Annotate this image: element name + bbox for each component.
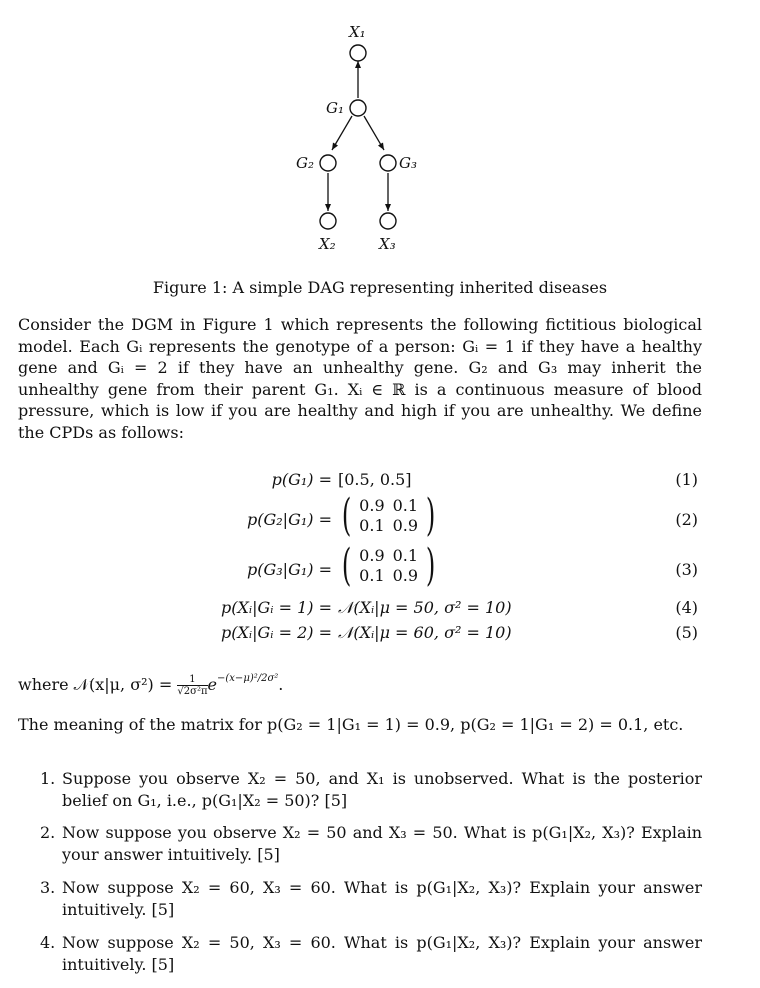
question-1-number: 1. — [40, 769, 56, 788]
dag-figure — [0, 0, 760, 260]
question-3 — [40, 877, 702, 921]
eq3-m21: 0.1 — [359, 566, 385, 585]
exp-power: −(x−μ)²/2σ² — [217, 673, 279, 684]
question-2-text: Now suppose you observe X₂ = 50 and X₃ = 50. What is p(G₁|X₂, X₃)? Explain your answer intuitively. [5] — [62, 823, 702, 864]
eq1-lhs: p(G₁) = — [271, 470, 332, 489]
intro-paragraph: Consider the DGM in Figure 1 which represents the following fictitious biological model. Each Gᵢ represents the genotype of a person: Gᵢ = 1 if they have a healthy gene and Gᵢ = 2 if they have an unhealthy gene. G₂ and G₃ may inherit the unhealthy gene from their parent G₁. Xᵢ ∈ ℝ is a continuous measure of blood pressure, which is low if you are healthy and high if you are unhealthy. We define the CPDs as follows: — [18, 315, 702, 442]
question-2-number: 2. — [40, 823, 56, 842]
edge-g1-g2 — [332, 116, 352, 150]
question-4-text: Now suppose X₂ = 50, X₃ = 60. What is p(G₁|X₂, X₃)? Explain your answer intuitively. [5] — [62, 933, 702, 974]
eq5-lhs: p(Xᵢ|Gᵢ = 2) = — [221, 623, 332, 642]
label-g2: G₂ — [296, 154, 314, 172]
eq2-lhs: p(G₂|G₁) = — [247, 510, 332, 529]
eq2-m11: 0.9 — [359, 496, 385, 515]
question-1-text: Suppose you observe X₂ = 50, and X₁ is unobserved. What is the posterior belief on G₁, i.e., p(G₁|X₂ = 50)? [5] — [62, 769, 702, 810]
eq2-matrix: ( 0.9 0.1 0.1 0.9 ) — [341, 490, 436, 541]
eq4-lhs: p(Xᵢ|Gᵢ = 1) = — [221, 598, 332, 617]
eq2-m22: 0.9 — [392, 516, 419, 535]
node-g3 — [380, 155, 396, 171]
node-g1 — [350, 100, 366, 116]
eq3-m11: 0.9 — [359, 546, 385, 565]
equation-1 — [0, 470, 760, 496]
where-end: . — [278, 675, 284, 694]
gaussian-definition — [18, 674, 283, 697]
equation-3 — [0, 540, 760, 592]
label-g1: G₁ — [326, 99, 344, 117]
eq5-number: (5) — [675, 623, 698, 642]
question-4-number: 4. — [40, 933, 56, 952]
question-2 — [40, 822, 702, 866]
equation-2 — [0, 490, 760, 542]
gaussian-fraction — [177, 674, 207, 697]
edge-g1-g3 — [364, 116, 384, 150]
label-x2: X₂ — [319, 235, 336, 253]
where-lead: where 𝒩(x|μ, σ²) = — [18, 675, 173, 694]
eq1-number: (1) — [675, 470, 698, 489]
eq5-rhs: 𝒩(Xᵢ|μ = 60, σ² = 10) — [338, 623, 512, 642]
node-x1 — [350, 45, 366, 61]
eq2-m21: 0.1 — [359, 516, 385, 535]
eq4-rhs: 𝒩(Xᵢ|μ = 50, σ² = 10) — [338, 598, 512, 617]
question-1 — [40, 768, 702, 812]
exp-base: e — [207, 675, 218, 694]
eq1-rhs: [0.5, 0.5] — [338, 470, 412, 489]
fraction-denominator: √2σ²π — [177, 686, 208, 697]
equation-4 — [0, 598, 760, 624]
question-3-text: Now suppose X₂ = 60, X₃ = 60. What is p(G₁|X₂, X₃)? Explain your answer intuitively. [5] — [62, 878, 702, 919]
figure-caption: Figure 1: A simple DAG representing inherited diseases — [152, 278, 608, 297]
eq3-matrix: ( 0.9 0.1 0.1 0.9 ) — [341, 540, 436, 591]
question-3-number: 3. — [40, 878, 56, 897]
equation-5 — [0, 623, 760, 649]
node-g2 — [320, 155, 336, 171]
eq4-number: (4) — [675, 598, 698, 617]
node-x2 — [320, 213, 336, 229]
matrix-meaning: The meaning of the matrix for p(G₂ = 1|G₁ = 1) = 0.9, p(G₂ = 1|G₁ = 2) = 0.1, etc. — [18, 715, 684, 734]
label-x3: X₃ — [379, 235, 396, 253]
eq3-m22: 0.9 — [392, 566, 419, 585]
node-x3 — [380, 213, 396, 229]
fraction-numerator: 1 — [177, 674, 207, 686]
eq3-lhs: p(G₃|G₁) = — [247, 560, 332, 579]
eq3-number: (3) — [675, 560, 698, 579]
label-x1: X₁ — [349, 23, 366, 41]
label-g3: G₃ — [399, 154, 417, 172]
eq2-m12: 0.1 — [392, 496, 419, 515]
question-4 — [40, 932, 702, 976]
eq2-number: (2) — [675, 510, 698, 529]
eq3-m12: 0.1 — [392, 546, 419, 565]
